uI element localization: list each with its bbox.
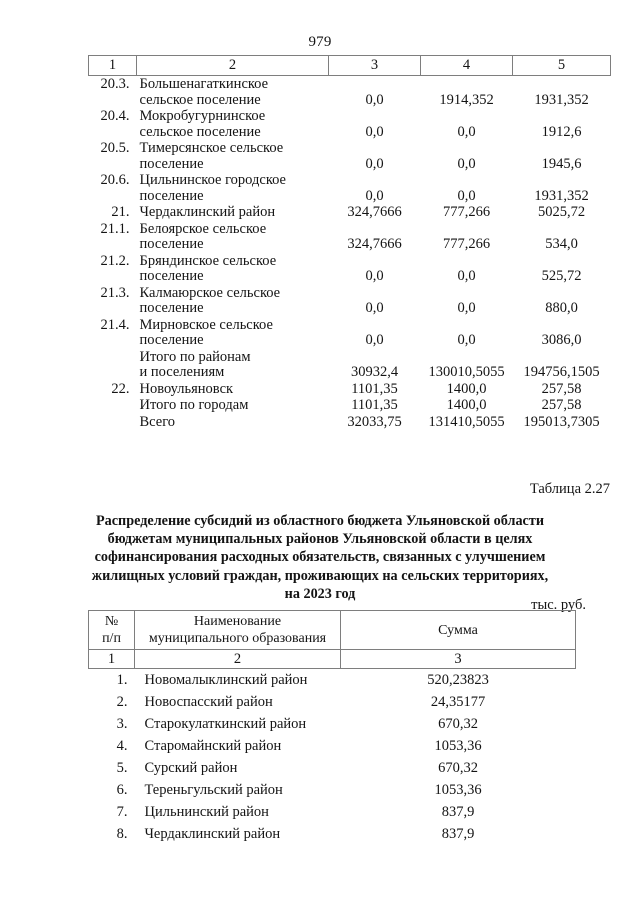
- table-row: [89, 381, 611, 398]
- table-row: [89, 285, 611, 317]
- row-name-line: поселение: [139, 268, 204, 284]
- row-value-col3: 324,7666: [347, 204, 402, 220]
- header-sum: Сумма: [341, 611, 576, 650]
- row-index: 1.: [116, 672, 128, 688]
- row-name-line: поселение: [139, 236, 204, 252]
- row-value-col5: 1912,6: [541, 123, 582, 140]
- row-value-col4: 0,0: [457, 123, 476, 140]
- row-value-col3: 0,0: [365, 155, 384, 172]
- table-two-column-number-3: 3: [341, 650, 576, 669]
- table-two-column-number-1: 1: [89, 650, 135, 669]
- row-name-line: и поселениям: [139, 364, 225, 380]
- municipality-name: Старокулаткинский район: [144, 716, 307, 732]
- sum-value: 670,32: [438, 716, 478, 732]
- row-index: 2.: [116, 694, 128, 710]
- table-caption: Таблица 2.27: [529, 481, 610, 497]
- row-name-line: Мирновское сельское: [139, 316, 273, 333]
- row-name: [137, 140, 329, 172]
- row-index: 21.: [111, 204, 130, 220]
- row-index: 20.3.: [100, 76, 130, 92]
- units-label: тыс. руб.: [531, 597, 586, 613]
- column-number-3: 3: [329, 56, 421, 76]
- header-municipality-line2: муниципального образования: [148, 631, 327, 646]
- row-index: 5.: [116, 760, 128, 776]
- row-index: 7.: [116, 804, 128, 820]
- row-name-line: поселение: [139, 155, 204, 172]
- sum-value: 1053,36: [434, 738, 482, 754]
- header-municipality-line1: Наименование: [193, 614, 282, 629]
- row-name: [137, 397, 329, 414]
- row-index: 20.6.: [100, 172, 130, 188]
- row-value-col3: 0,0: [365, 91, 384, 108]
- municipality-name: Тереньгульский район: [144, 782, 283, 798]
- list-item: [89, 669, 576, 692]
- row-index: 20.4.: [100, 108, 130, 124]
- row-value-col4: 0,0: [457, 268, 476, 284]
- row-value-col5: 1931,352: [534, 187, 589, 204]
- table-row: [89, 108, 611, 140]
- list-item: [89, 779, 576, 801]
- row-value-col4: 0,0: [457, 332, 476, 348]
- municipality-name: Цильнинский район: [144, 804, 269, 820]
- row-name: [137, 253, 329, 285]
- row-name: [137, 204, 329, 221]
- row-index: 20.5.: [100, 140, 130, 156]
- row-value-col4: 1400,0: [446, 397, 487, 413]
- row-name-line: Чердаклинский район: [139, 204, 276, 220]
- table-row: [89, 397, 611, 414]
- row-name-line: Новоульяновск: [139, 380, 234, 397]
- table-two-column-number-2: 2: [135, 650, 341, 669]
- row-index: [89, 349, 137, 381]
- list-item: [89, 691, 576, 713]
- row-value-col5: 534,0: [545, 236, 578, 252]
- row-name-line: сельское поселение: [139, 123, 261, 140]
- column-number-4: 4: [421, 56, 513, 76]
- table-one-column-number-header: [89, 56, 611, 76]
- municipality-name: Старомайнский район: [144, 738, 282, 754]
- row-name: [137, 76, 329, 109]
- row-value-col3: 0,0: [365, 268, 384, 284]
- sum-value: 837,9: [441, 826, 475, 842]
- row-name: [137, 285, 329, 317]
- row-index: 8.: [116, 826, 128, 842]
- row-value-col3: 0,0: [365, 332, 384, 348]
- table-heading: Распределение субсидий из областного бюджета Ульяновской области бюджетам муниципальных районов Ульяновской области в целях софинансирования расходных обязательств, связанных с улучшением жилищных условий граждан, проживающих на сельских территориях, на 2023 год: [91, 513, 549, 602]
- row-name-line: Белоярское сельское: [139, 220, 267, 237]
- table-row: [89, 76, 611, 109]
- row-value-col3: 0,0: [365, 123, 384, 140]
- table-row: [89, 172, 611, 204]
- row-name-line: Итого по районам: [139, 348, 251, 365]
- row-value-col3: 32033,75: [347, 413, 402, 430]
- row-index: 22.: [111, 380, 130, 397]
- row-value-col5: 3086,0: [541, 332, 582, 348]
- row-value-col4: 1914,352: [439, 91, 494, 108]
- list-item: [89, 801, 576, 823]
- table-two-header-row: [89, 611, 576, 650]
- sum-value: 520,23823: [427, 672, 489, 688]
- table-two-header: [89, 611, 576, 669]
- row-value-col5: 880,0: [545, 300, 578, 316]
- row-value-col5: 1945,6: [541, 155, 582, 172]
- row-value-col5: 5025,72: [537, 204, 586, 220]
- budget-continuation-table: [88, 55, 611, 430]
- row-value-col4: 0,0: [457, 155, 476, 172]
- row-name-line: Мокробугурнинское: [139, 108, 266, 124]
- municipality-name: Сурский район: [144, 760, 238, 776]
- header-row-number-line2: п/п: [102, 631, 121, 646]
- row-value-col3: 1101,35: [351, 380, 398, 397]
- row-value-col3: 30932,4: [350, 364, 399, 380]
- row-value-col5: 257,58: [541, 380, 582, 397]
- sum-value: 24,35177: [430, 694, 486, 710]
- header-municipality-name: [135, 611, 341, 650]
- row-value-col4: 0,0: [457, 300, 476, 316]
- row-name-line: Калмаюрское сельское: [139, 284, 281, 301]
- table-one-body: [89, 76, 611, 431]
- column-number-row: [89, 56, 611, 76]
- row-name: [137, 381, 329, 398]
- row-value-col5: 257,58: [541, 397, 582, 413]
- row-index: 4.: [116, 738, 128, 754]
- row-value-col4: 130010,5055: [428, 364, 505, 380]
- row-name: [137, 172, 329, 204]
- row-name-line: Цильнинское городское: [139, 172, 286, 188]
- list-item: [89, 757, 576, 779]
- row-name: [137, 221, 329, 253]
- table-row: [89, 221, 611, 253]
- row-name-line: сельское поселение: [139, 91, 261, 108]
- subsidy-distribution-table: [88, 610, 576, 845]
- row-name-line: Итого по городам: [139, 397, 249, 413]
- header-row-number: [89, 611, 135, 650]
- row-value-col4: 0,0: [457, 187, 476, 204]
- row-name: [137, 414, 329, 431]
- municipality-name: Новомалыклинский район: [144, 672, 308, 688]
- row-name-line: поселение: [139, 300, 204, 316]
- row-index: 21.4.: [100, 316, 130, 333]
- column-number-5: 5: [513, 56, 611, 76]
- row-value-col5: 194756,1505: [523, 364, 600, 380]
- page-number: 979: [308, 34, 332, 50]
- row-value-col4: 1400,0: [446, 380, 487, 397]
- row-value-col3: 0,0: [365, 300, 384, 316]
- column-number-1: 1: [89, 56, 137, 76]
- row-value-col5: 1931,352: [534, 91, 589, 108]
- row-index: 21.3.: [100, 284, 130, 301]
- row-index: 21.1.: [100, 220, 130, 237]
- row-value-col3: 1101,35: [351, 397, 398, 413]
- row-name-line: Тимерсянское сельское: [139, 140, 284, 156]
- row-name: [137, 317, 329, 349]
- table-row: [89, 204, 611, 221]
- row-value-col4: 777,266: [442, 204, 491, 220]
- row-value-col5: 195013,7305: [523, 413, 600, 430]
- municipality-name: Новоспасский район: [144, 694, 273, 710]
- row-name: [137, 108, 329, 140]
- row-name-line: Большенагаткинское: [139, 76, 269, 92]
- row-index: 3.: [116, 716, 128, 732]
- list-item: [89, 823, 576, 845]
- row-name-line: Всего: [139, 413, 176, 430]
- list-item: [89, 735, 576, 757]
- row-name-line: поселение: [139, 187, 204, 204]
- table-two-column-number-row: [89, 650, 576, 669]
- table-row: [89, 414, 611, 431]
- table-two-body: [89, 669, 576, 846]
- row-name: [137, 349, 329, 381]
- list-item: [89, 713, 576, 735]
- table-row: [89, 317, 611, 349]
- row-index: 6.: [116, 782, 128, 798]
- row-name-line: Бряндинское сельское: [139, 252, 277, 269]
- row-index: [89, 397, 137, 414]
- sum-value: 1053,36: [434, 782, 482, 798]
- row-value-col4: 131410,5055: [428, 413, 505, 430]
- row-index: [89, 414, 137, 431]
- sum-value: 837,9: [441, 804, 475, 820]
- table-row: [89, 349, 611, 381]
- row-name-line: поселение: [139, 332, 204, 348]
- row-value-col3: 0,0: [365, 187, 384, 204]
- table-row: [89, 140, 611, 172]
- row-value-col5: 525,72: [541, 268, 582, 284]
- row-value-col3: 324,7666: [347, 236, 402, 252]
- header-row-number-line1: №: [104, 614, 119, 629]
- table-row: [89, 253, 611, 285]
- row-index: 21.2.: [100, 252, 130, 269]
- row-value-col4: 777,266: [442, 236, 491, 252]
- municipality-name: Чердаклинский район: [144, 826, 281, 842]
- column-number-2: 2: [137, 56, 329, 76]
- sum-value: 670,32: [438, 760, 478, 776]
